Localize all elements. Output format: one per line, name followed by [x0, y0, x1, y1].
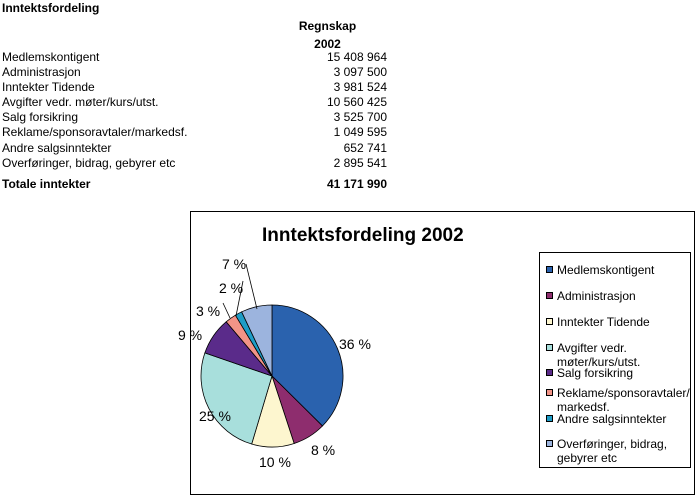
- leader-line: [223, 303, 230, 318]
- legend-label: Andre salgsinntekter: [557, 412, 667, 426]
- table-row: [2, 65, 402, 80]
- legend-label: Inntekter Tidende: [557, 315, 650, 329]
- chart-title: Inntektsfordeling 2002: [262, 225, 464, 246]
- slice-percent-label: 3 %: [196, 303, 221, 319]
- legend-label: Medlemskontigent: [557, 263, 655, 277]
- row-value: 1 049 595: [333, 125, 387, 140]
- legend-swatch: [546, 415, 553, 422]
- table-row: [2, 156, 402, 171]
- table-row: [2, 95, 402, 110]
- slice-percent-label: 2 %: [219, 280, 244, 296]
- row-label: Andre salgsinntekter: [2, 140, 112, 155]
- row-label: Inntekter Tidende: [2, 80, 95, 95]
- legend-label: Avgifter vedr. møter/kurs/utst.: [557, 341, 641, 369]
- slice-percent-label: 7 %: [222, 256, 247, 272]
- table-row: [2, 50, 402, 65]
- row-value: 3 097 500: [333, 65, 387, 80]
- legend-label: Overføringer, bidrag, gebyrer etc: [557, 437, 668, 465]
- revenue-table: [2, 50, 402, 171]
- legend-label: Administrasjon: [557, 289, 636, 303]
- total-value: 41 171 990: [326, 177, 387, 191]
- slice-percent-label: 25 %: [199, 408, 231, 424]
- table-title: Inntektsfordeling: [2, 1, 100, 15]
- row-label: Reklame/sponsoravtaler/markedsf.: [2, 125, 188, 140]
- total-label: Totale inntekter: [2, 177, 91, 191]
- slice-percent-label: 10 %: [259, 454, 291, 470]
- row-value: 652 741: [343, 140, 387, 155]
- total-row: [2, 177, 402, 192]
- chart-legend: [539, 252, 691, 468]
- column-header-regnskap: Regnskap: [298, 19, 357, 33]
- column-header-year: 2002: [314, 37, 341, 51]
- row-value: 15 408 964: [326, 50, 387, 64]
- slice-percent-label: 8 %: [311, 442, 336, 458]
- leader-line: [246, 264, 257, 309]
- legend-swatch: [546, 369, 553, 376]
- legend-swatch: [546, 440, 553, 447]
- legend-label: Salg forsikring: [557, 366, 634, 380]
- table-row: [2, 110, 402, 125]
- legend-swatch: [546, 344, 553, 351]
- row-value: 10 560 425: [326, 95, 387, 110]
- legend-label: Reklame/sponsoravtaler/ markedsf.: [557, 386, 690, 414]
- row-label: Administrasjon: [2, 65, 81, 80]
- row-label: Overføringer, bidrag, gebyrer etc: [2, 155, 176, 170]
- slice-percent-label: 9 %: [178, 327, 203, 343]
- legend-swatch: [546, 318, 553, 325]
- legend-swatch: [546, 266, 553, 273]
- row-value: 3 981 524: [333, 80, 387, 95]
- row-value: 2 895 541: [333, 155, 387, 170]
- table-row: [2, 80, 402, 95]
- table-row: [2, 125, 402, 140]
- slice-percent-label: 36 %: [339, 336, 371, 352]
- row-label: Avgifter vedr. møter/kurs/utst.: [2, 95, 159, 110]
- row-label: Medlemskontigent: [2, 50, 100, 64]
- legend-swatch: [546, 389, 553, 396]
- legend-swatch: [546, 292, 553, 299]
- row-label: Salg forsikring: [2, 110, 79, 125]
- table-row: [2, 141, 402, 156]
- row-value: 3 525 700: [333, 110, 387, 125]
